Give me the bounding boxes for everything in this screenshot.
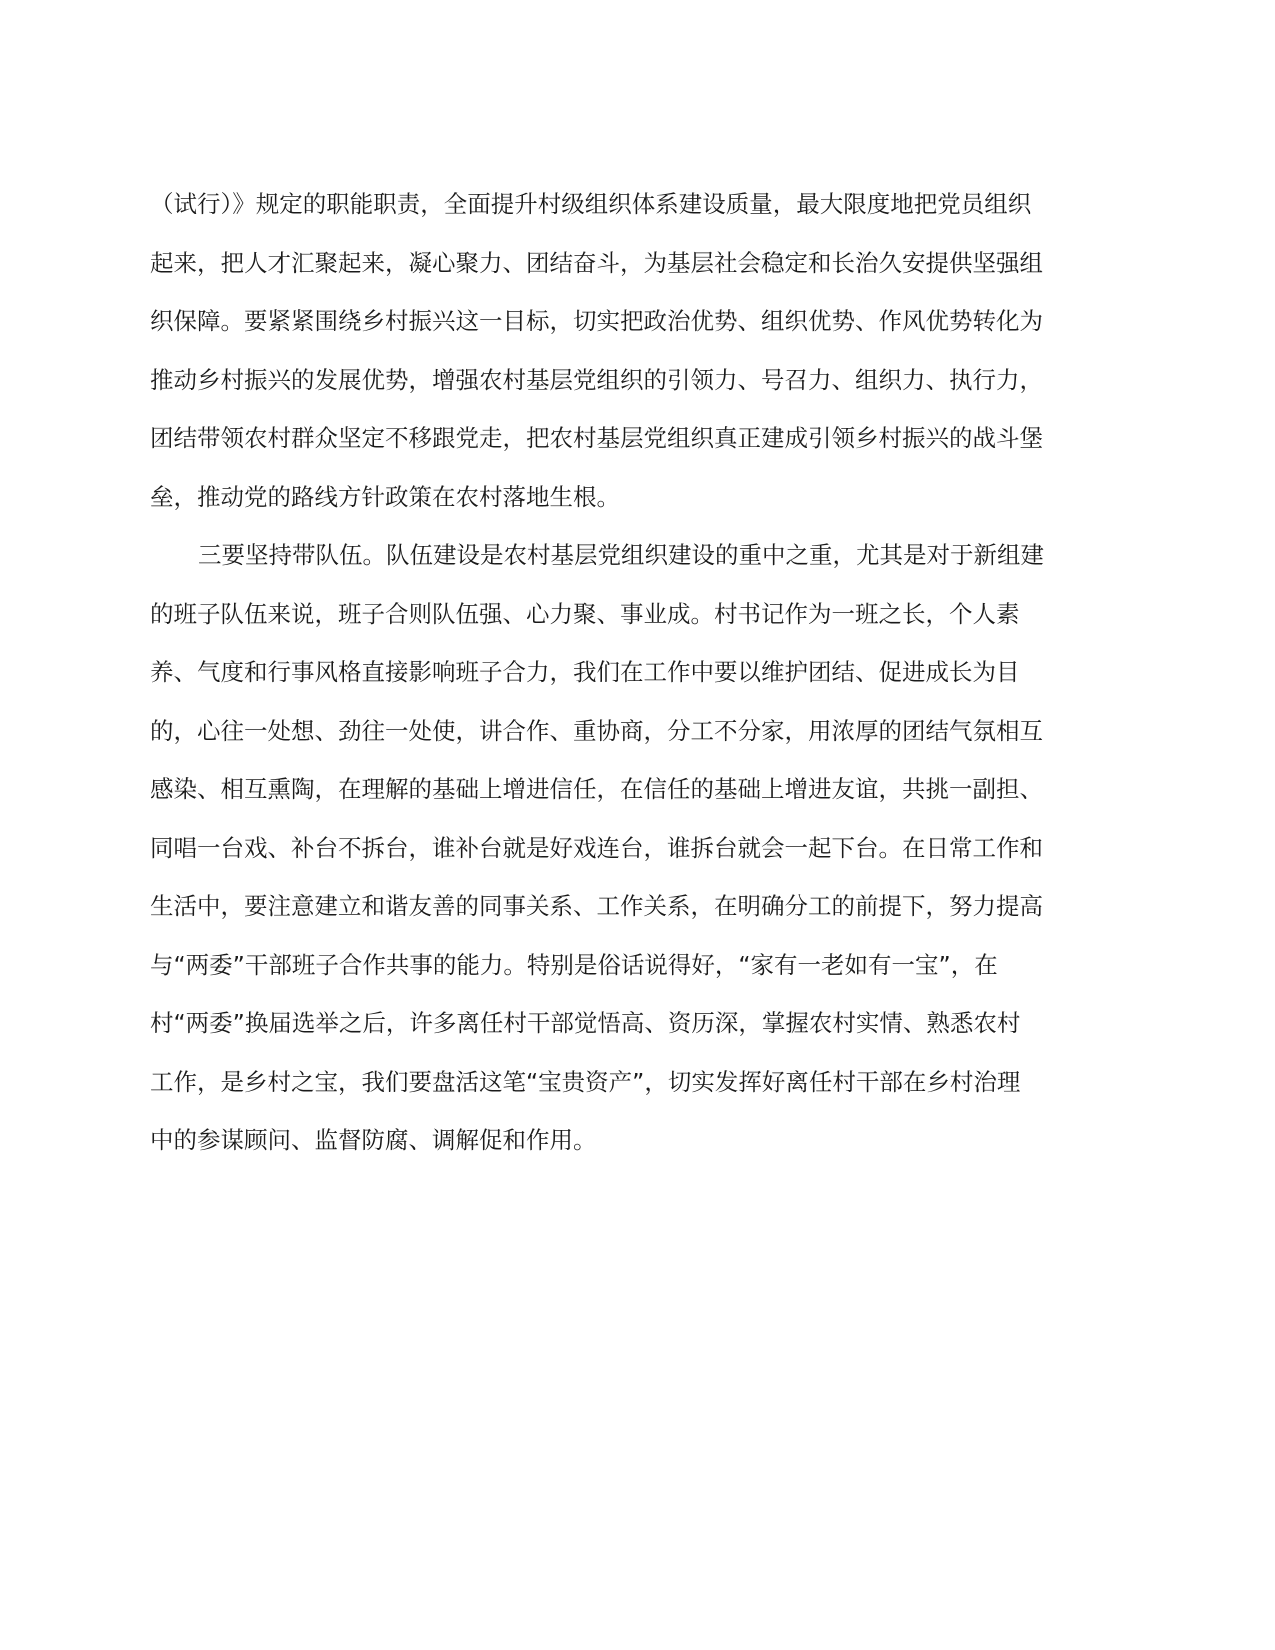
paragraph-line: 养、气度和行事风格直接影响班子合力，我们在工作中要以维护团结、促进成长为目 bbox=[150, 658, 1020, 686]
paragraph-1 bbox=[150, 175, 1110, 526]
paragraph-line: 的班子队伍来说，班子合则队伍强、心力聚、事业成。村书记作为一班之长，个人素 bbox=[150, 599, 1020, 628]
paragraph-line: 村“两委”换届选举之后，许多离任村干部觉悟高、资历深，掌握农村实情、熟悉农村 bbox=[150, 1009, 1021, 1037]
paragraph-line: 的，心往一处想、劲往一处使，讲合作、重协商，分工不分家，用浓厚的团结气氛相互 bbox=[150, 716, 1043, 745]
paragraph-line: 三要坚持带队伍。队伍建设是农村基层党组织建设的重中之重，尤其是对于新组建 bbox=[198, 541, 1044, 569]
paragraph-line: 与“两委”干部班子合作共事的能力。特别是俗话说得好，“家有一老如有一宝”，在 bbox=[150, 950, 998, 979]
paragraph-line: 起来，把人才汇聚起来，凝心聚力、团结奋斗，为基层社会稳定和长治久安提供坚强组 bbox=[150, 248, 1043, 277]
paragraph-line: 团结带领农村群众坚定不移跟党走，把农村基层党组织真正建成引领乡村振兴的战斗堡 bbox=[150, 424, 1043, 452]
paragraph-line: 工作，是乡村之宝，我们要盘活这笔“宝贵资产”，切实发挥好离任村干部在乡村治理 bbox=[150, 1067, 1021, 1096]
paragraph-2 bbox=[150, 526, 1110, 1170]
paragraph-line: 织保障。要紧紧围绕乡村振兴这一目标，切实把政治优势、组织优势、作风优势转化为 bbox=[150, 307, 1043, 335]
paragraph-line: 同唱一台戏、补台不拆台，谁补台就是好戏连台，谁拆台就会一起下台。在日常工作和 bbox=[150, 833, 1043, 862]
paragraph-line: 感染、相互熏陶，在理解的基础上增进信任，在信任的基础上增进友谊，共挑一副担、 bbox=[150, 775, 1043, 803]
paragraph-line: 推动乡村振兴的发展优势，增强农村基层党组织的引领力、号召力、组织力、执行力， bbox=[150, 365, 1043, 394]
paragraph-line: 生活中，要注意建立和谐友善的同事关系、工作关系，在明确分工的前提下，努力提高 bbox=[150, 892, 1043, 920]
paragraph-line: （试行）》规定的职能职责，全面提升村级组织体系建设质量，最大限度地把党员组织 bbox=[150, 190, 1032, 218]
paragraph-line: 垒，推动党的路线方针政策在农村落地生根。 bbox=[150, 482, 620, 511]
paragraph-line: 中的参谋顾问、监督防腐、调解促和作用。 bbox=[150, 1126, 597, 1154]
